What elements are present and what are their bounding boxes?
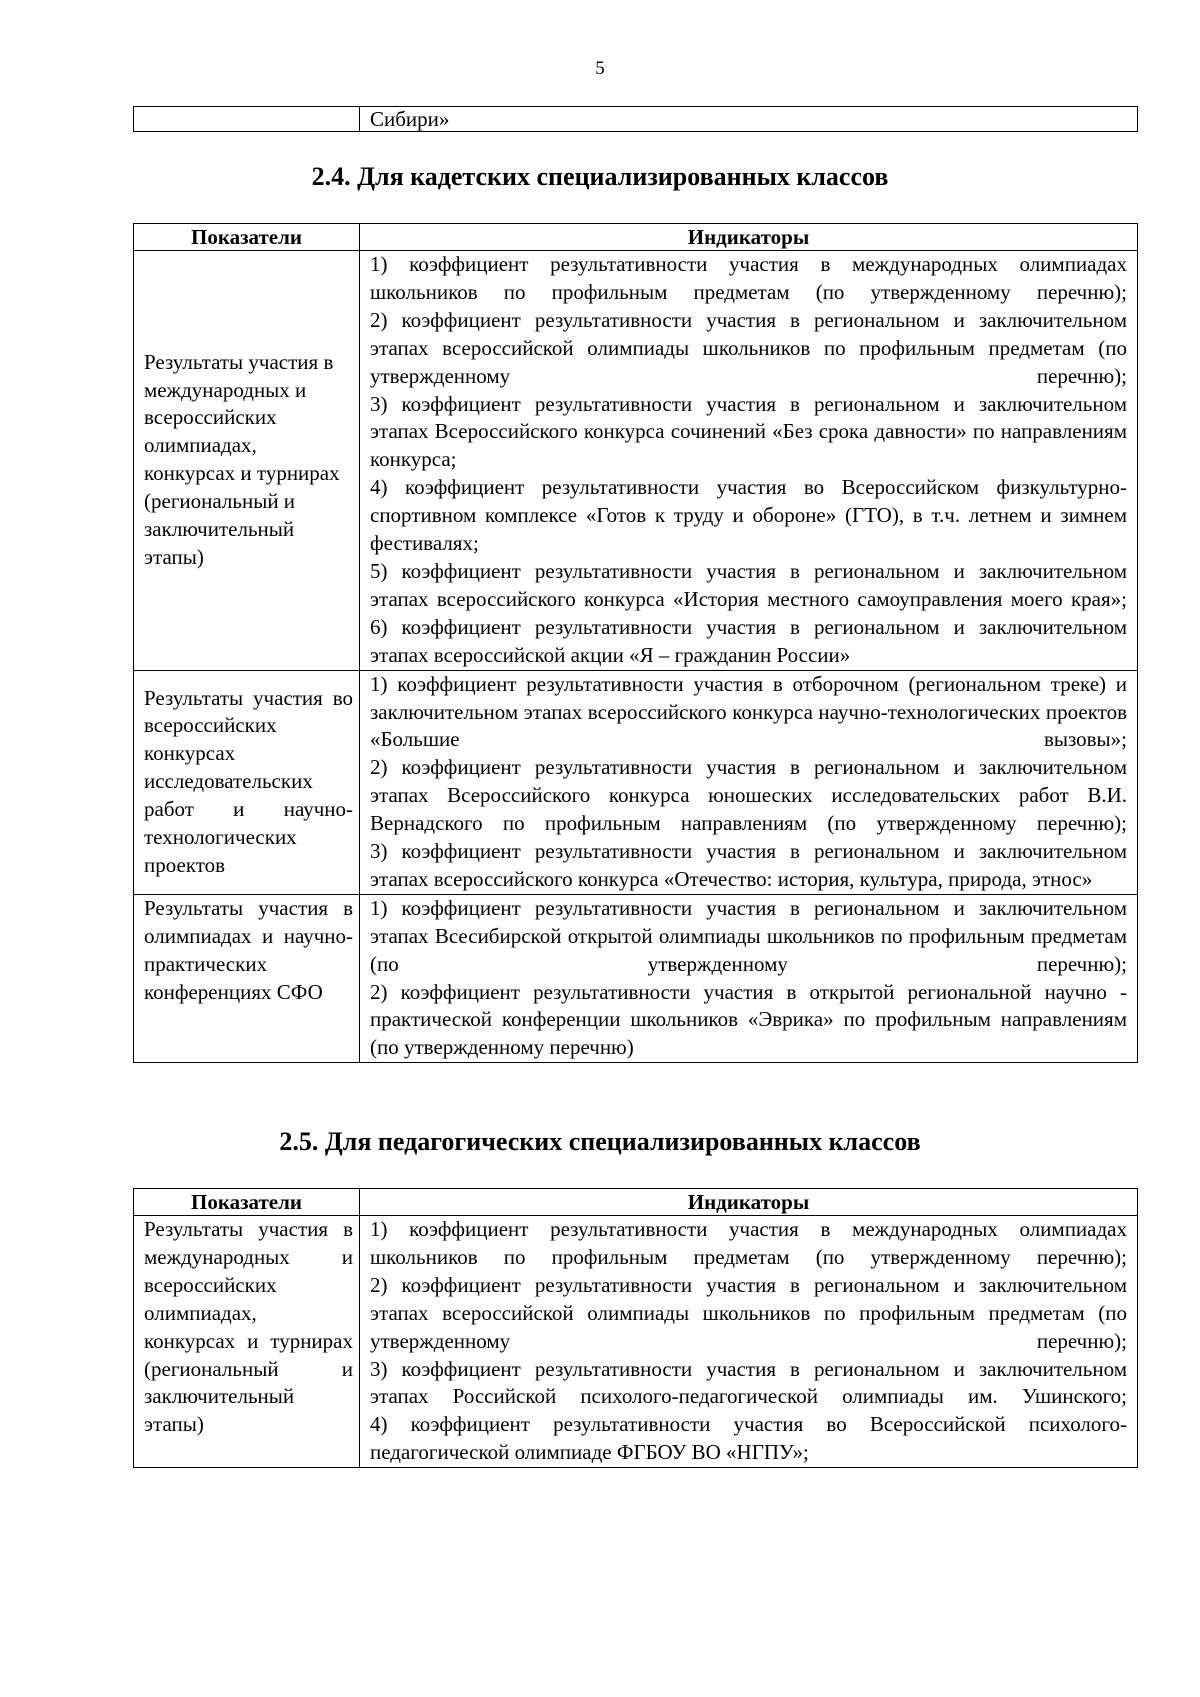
- list-item: 3) коэффициент результативности участия в региональном и заключительном этапах Российской психолого-педагогической олимпиады им. Ушинского;: [370, 1356, 1127, 1409]
- list-item: 3) коэффициент результативности участия в региональном и заключительном этапах Всероссийского конкурса сочинений «Без срока давности» по направлениям конкурса;: [370, 391, 1127, 472]
- indicators-table-2-4: [133, 223, 1138, 1063]
- list-item: 2) коэффициент результативности участия в региональном и заключительном этапах Всероссийского конкурса юношеских исследовательских работ В.И. Вернадского по профильным направлениям (по утвержденному перечню);: [370, 755, 1127, 836]
- table-row: [134, 251, 1138, 671]
- column-header: Индикаторы: [360, 1189, 1138, 1216]
- table-header-row: [134, 224, 1138, 251]
- indicator-text: Результаты участия во всероссийских конкурсах исследовательских работ и научно-технологических проектов: [144, 685, 353, 877]
- column-header: Индикаторы: [360, 224, 1138, 251]
- list-item: 4) коэффициент результативности участия во Всероссийской психолого-педагогической олимпиаде ФГБОУ ВО «НГПУ»;: [370, 1412, 1127, 1465]
- indicator-cell: [134, 894, 360, 1062]
- list-item: 1) коэффициент результативности участия в международных олимпиадах школьников по профильным предметам (по утвержденному перечню);: [370, 252, 1127, 304]
- section-heading-2-5: 2.5. Для педагогических специализированных классов: [279, 1127, 921, 1156]
- table-row: [134, 107, 1138, 132]
- indicator-items: [360, 1216, 1138, 1468]
- indicator-items: [360, 670, 1138, 894]
- indicators-table-2-5: [133, 1188, 1138, 1468]
- indicator-items: [360, 894, 1138, 1062]
- list-item: 2) коэффициент результативности участия в региональном и заключительном этапах всероссийской олимпиады школьников по профильным предметам (по утвержденному перечню);: [370, 1272, 1127, 1353]
- column-header: Показатели: [134, 1189, 360, 1216]
- table-row: [134, 670, 1138, 894]
- list-item: 2) коэффициент результативности участия в региональном и заключительном этапах всероссийской олимпиады школьников по профильным предметам (по утвержденному перечню);: [370, 307, 1127, 388]
- table-header-row: [134, 1189, 1138, 1216]
- indicator-text: Результаты участия в олимпиадах и научно-практических конференциях СФО: [144, 895, 353, 1004]
- table-row: [134, 1216, 1138, 1468]
- column-header: Показатели: [134, 224, 360, 251]
- table-cell: [134, 107, 360, 132]
- list-item: 1) коэффициент результативности участия в отборочном (региональном треке) и заключительном этапах всероссийского конкурса научно-технологических проектов «Большие вызовы»;: [370, 671, 1127, 752]
- indicator-text: Результаты участия в международных и всероссийских олимпиадах, конкурсах и турнирах (региональный и заключительный этапы): [144, 1217, 353, 1437]
- indicator-cell: [134, 1216, 360, 1468]
- indicator-cell: [134, 670, 360, 894]
- list-item: 2) коэффициент результативности участия в открытой региональной научно - практической конференции школьников «Эврика» по профильным направлениям (по утвержденному перечню): [370, 979, 1127, 1060]
- table-row: [134, 894, 1138, 1062]
- page-number: 5: [595, 58, 605, 79]
- list-item: 1) коэффициент результативности участия в региональном и заключительном этапах Всесибирской открытой олимпиады школьников по профильным предметам (по утвержденному перечню);: [370, 895, 1127, 976]
- list-item: 1) коэффициент результативности участия в международных олимпиадах школьников по профильным предметам (по утвержденному перечню);: [370, 1217, 1127, 1269]
- list-item: 4) коэффициент результативности участия во Всероссийском физкультурно-спортивном комплексе «Готов к труду и обороне» (ГТО), в т.ч. летнем и зимнем фестивалях;: [370, 475, 1127, 556]
- carry-over-table: [133, 106, 1138, 132]
- list-item: 3) коэффициент результативности участия в региональном и заключительном этапах всероссийского конкурса «Отечество: история, культура, природа, этнос»: [370, 839, 1127, 891]
- indicator-cell: Результаты участия в международных и всероссийских олимпиадах, конкурсах и турнирах (региональный и заключительный этапы): [134, 251, 360, 671]
- list-item: 5) коэффициент результативности участия в региональном и заключительном этапах всероссийского конкурса «История местного самоуправления моего края»;: [370, 558, 1127, 611]
- section-heading-2-4: 2.4. Для кадетских специализированных классов: [311, 162, 889, 191]
- table-cell: Сибири»: [360, 107, 1138, 132]
- indicator-items: [360, 251, 1138, 671]
- list-item: 6) коэффициент результативности участия в региональном и заключительном этапах всероссийской акции «Я – гражданин России»: [370, 614, 1127, 667]
